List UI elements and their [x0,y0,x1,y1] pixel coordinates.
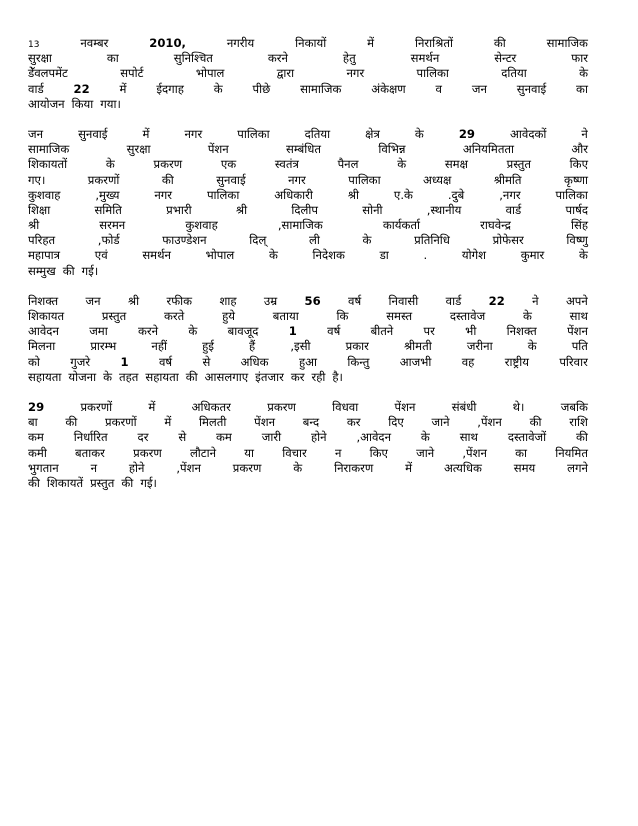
word: प्रस्तुत [506,157,531,172]
text-line [28,66,588,81]
word: ने [532,293,539,308]
word: नहीं [151,339,167,354]
word: पेंशन [394,399,416,414]
word: आयोजन [28,96,65,111]
text-line [28,430,588,445]
word: ,सामाजिक [277,218,323,233]
word: आवेदकों [510,126,547,141]
word: प्रस्तुत [101,309,127,323]
word: का [576,81,588,96]
word: निशक्त [28,293,59,308]
word: गए। [28,172,46,187]
word: दतिया [501,66,527,81]
word: अंकेक्षण [371,81,406,96]
word: आजभी [399,354,432,369]
word: 29 [28,399,45,414]
word: बताया [272,309,299,323]
paragraph [28,294,588,385]
word: दर [137,430,149,445]
word: नगर [288,172,306,187]
text-line [28,264,588,279]
word: परिवार [559,354,588,369]
paragraph [28,127,588,279]
word: राघवेन्द्र [480,218,511,233]
word: पालिका [348,172,381,187]
word: विभिन्न [378,142,406,157]
word: स्वतंत्र [274,157,299,172]
word: शिकायतों [28,157,68,172]
word: गई। [81,263,99,278]
word: शिकायतें [46,475,84,490]
word: क्षेत्र [365,126,380,141]
word: शाह [219,293,237,308]
word: आवेदन [28,324,59,339]
word: लौटाने [189,445,217,460]
word: सिंह [570,218,588,233]
word: 22 [488,293,505,308]
word: पर [423,324,435,339]
word: कार्यकर्ता [382,218,421,233]
word: बावजूद [227,324,259,339]
text-line [28,339,588,354]
word: ,इसी [290,339,311,354]
word: नगर [154,187,173,202]
word: ,फोर्ड [97,233,120,248]
word: संबंधी [451,399,477,414]
word: 2010, [149,36,186,50]
word: भुगतान [28,460,59,475]
word: पति [571,339,588,354]
word: हुआ [298,354,317,369]
word: के [522,309,532,323]
word: दस्तावेज [449,309,486,323]
text-line [28,127,588,142]
word: योगेश [461,248,487,263]
word: वार्ड [28,81,44,96]
text-line [28,446,588,461]
word: पेंशन [207,142,229,157]
word: जाने [416,445,435,460]
word: में [119,81,127,96]
word: न [334,445,342,460]
text-line [28,355,588,370]
text-line [28,188,588,203]
word: अनियमितता [462,142,515,157]
text-line [28,218,588,233]
word: आसलगाए [204,369,249,384]
word: और [571,142,588,157]
word: प्रस्तुत [90,475,115,490]
text-line [28,461,588,476]
word: विष्णु [566,233,588,248]
word: प्रतिनिधि [414,233,450,248]
word: . [423,248,428,263]
word: जबकि [560,399,588,414]
word: के [527,339,537,354]
word: के [213,81,223,96]
word: कर [346,415,361,430]
word: या [244,445,255,460]
word: प्रकरणों [87,172,120,187]
word: ए.के [393,187,413,202]
word: ली [309,233,320,248]
word: .दुबे [447,187,465,202]
word: के [105,157,115,172]
word: के [579,66,588,81]
word: पेंशन [254,415,276,430]
word: की [62,263,75,278]
word: बताकर [75,445,105,460]
word: पेंशन [567,324,588,339]
text-line [28,324,588,339]
word: सम्मुख [28,263,56,278]
word: के [268,248,278,263]
text-line [28,51,588,66]
word: से [202,354,211,369]
word: का [515,445,528,460]
word: सुनवाई [216,172,246,187]
word: जन [85,293,101,308]
word: को [28,354,40,369]
paragraph [28,36,588,112]
word: कि [336,309,349,323]
text-line [28,400,588,415]
word: श्री [28,218,40,233]
word: 22 [73,81,90,96]
text-line [28,248,588,263]
word: निकायों [295,36,327,50]
text-line [28,476,588,491]
word: कुशवाह [185,218,218,233]
word: श्री [235,202,248,217]
word: प्रभारी [166,202,192,217]
word: योजना [68,369,97,384]
word: श्री [127,293,140,308]
word: की [28,475,40,490]
word: वार्ड [445,293,462,308]
word: सामाजिक [28,142,70,157]
word: हेतु [342,51,356,66]
word: पालिका [416,66,449,81]
word: गया। [100,96,121,111]
text-line [28,142,588,157]
word: जाने [431,415,450,430]
word: किन्तु [347,354,370,369]
word: श्री [347,187,360,202]
word: प्रकरण [153,157,183,172]
word: कुशवाह [28,187,61,202]
word: सेन्टर [494,51,517,66]
word: सरमन [99,218,126,233]
word: के [414,126,424,141]
word: पैनल [337,157,359,172]
word: वह [461,354,475,369]
word: सुरक्षा [28,51,52,66]
word: होने [128,460,145,475]
word: नगर [184,126,203,141]
word: है। [332,369,343,384]
word: की [529,415,542,430]
text-line [28,309,588,324]
word: 56 [304,293,321,308]
word: होने [310,430,327,445]
document-page [28,36,588,506]
word: डेॅवलपमेंट [28,66,68,81]
word: के [397,157,407,172]
word: पीछे [252,81,271,96]
word: श्रीमती [403,339,432,354]
word: बन्द [302,415,320,430]
word: निदेशक [312,248,345,263]
word: ईदगाह [156,81,184,96]
word: समर्थन [410,51,440,66]
word: श्रीमति [493,172,522,187]
word: मिलना [28,339,56,354]
word: अपने [565,293,588,308]
word: में [405,460,413,475]
word: व [435,81,442,96]
word: राशि [569,415,588,430]
word: के [293,460,303,475]
word: करने [138,324,159,339]
word: जारी [261,430,282,445]
word: गई। [140,475,157,490]
word: समक्ष [444,157,468,172]
word: के [579,248,588,263]
word: नवम्बर [80,36,109,50]
word: के [188,324,198,339]
word: फाउण्डेशन [162,233,207,248]
word: अधिक [240,354,269,369]
word: किए [569,157,588,172]
word: कमी [28,445,47,460]
word: के [362,233,372,248]
text-line [28,82,588,97]
word: पार्षद [565,202,588,217]
word: ,मुख्य [95,187,120,202]
text-line [28,415,588,430]
word: थे। [512,399,525,414]
word: सामाजिक [300,81,342,96]
word: बीतने [370,324,394,339]
word: अत्यधिक [443,460,482,475]
word: सपोर्ट [120,66,144,81]
word: एवं [94,248,108,263]
word: साथ [459,430,478,445]
text-line [28,157,588,172]
word: समस्त [386,309,413,323]
word: वर्ष [327,324,341,339]
word: विधवा [332,399,359,414]
word: 29 [458,126,475,141]
word: दिल् [249,233,267,248]
word: के [420,430,430,445]
word: डा [379,248,389,263]
word: हुये [222,309,235,323]
word: की [493,36,506,50]
word: सामाजिक [546,36,588,50]
word: मिलती [199,415,227,430]
word: अधिकतर [191,399,231,414]
word: रफीक [166,293,193,308]
word: भोपाल [205,248,235,263]
word: निवासी [388,293,419,308]
word: सुरक्षा [126,142,151,157]
word: समर्थन [142,248,171,263]
word: दिलीप [291,202,318,217]
word: कम [28,430,44,445]
word: उम्र [263,293,278,308]
word: कुमार [520,248,545,263]
word: महापात्र [28,248,61,263]
word: भोपाल [195,66,225,81]
word: ,स्थानीय [426,202,462,217]
word: हुई [202,339,214,354]
word: समय [513,460,536,475]
word: रही [311,369,326,384]
word: प्रकरण [267,399,296,414]
word: न [90,460,98,475]
word: ,आवेदन [356,430,392,445]
text-line [28,97,588,112]
word: करते [164,309,185,323]
word: वर्ष [158,354,173,369]
word: परिहत [28,233,56,248]
word: के [103,369,113,384]
word: सुनिश्चित [173,51,213,66]
word: की [121,475,134,490]
word: का [106,51,119,66]
text-line [28,233,588,248]
word: ने [581,126,588,141]
word: से [178,430,187,445]
word: द्वारा [276,66,295,81]
word: कर [290,369,305,384]
word: निशक्त [506,324,537,339]
word: प्रारम्भ [90,339,117,354]
text-line [28,203,588,218]
word: वर्ष [348,293,362,308]
word: नगर [346,66,365,81]
word: किया [71,96,94,111]
word: वार्ड [505,202,522,217]
word: सोनी [362,202,383,217]
word: 13 [28,40,40,50]
word: पालिका [206,187,240,202]
text-line [28,36,588,51]
word: गुजरे [70,354,91,369]
word: समिति [94,202,122,217]
word: सहायता [145,369,179,384]
word: नियमित [555,445,588,460]
word: में [142,126,150,141]
word: जन [28,126,44,141]
word: पालिका [555,187,588,202]
word: भी [465,324,477,339]
word: में [148,399,156,414]
word: तहत [119,369,139,384]
word: एक [220,157,237,172]
word: निर्धारित [73,430,108,445]
word: शिक्षा [28,202,51,217]
word: प्रकार [345,339,369,354]
word: में [164,415,172,430]
word: ,पेंशन [477,415,502,430]
word: की [161,172,174,187]
word: इंतजार [255,369,284,384]
word: प्रकरणों [80,399,113,414]
word: कृष्णा [563,172,588,187]
word: कम [216,430,232,445]
word: जमा [89,324,108,339]
word: ,नगर [499,187,521,202]
word: किए [369,445,388,460]
word: दतिया [304,126,331,141]
word: सहायता [28,369,62,384]
word: राष्ट्रीय [504,354,529,369]
word: नगरीय [226,36,255,50]
word: प्रकरणों [104,415,137,430]
word: लगने [567,460,588,475]
word: शिकायत [28,309,65,323]
word: दिए [388,415,404,430]
word: निराश्रितों [414,36,453,50]
word: 1 [120,354,129,369]
word: प्रकरण [133,445,162,460]
word: फार [571,51,588,66]
word: अध्यक्ष [423,172,452,187]
word: प्रोफेसर [492,233,524,248]
word: जन [471,81,487,96]
word: साथ [569,309,588,323]
word: 1 [288,324,297,339]
word: विचार [282,445,307,460]
word: सम्बंधित [286,142,322,157]
word: ,पेंशन [176,460,201,475]
word: करने [267,51,288,66]
word: सुनवाई [78,126,108,141]
word: दस्तावेजों [507,430,547,445]
word: निराकरण [334,460,374,475]
paragraph [28,400,588,491]
text-line [28,173,588,188]
word: बा [28,415,38,430]
word: ,पेंशन [462,445,487,460]
word: अधिकारी [274,187,313,202]
word: प्रकरण [232,460,262,475]
word: में [367,36,375,50]
text-line [28,370,588,385]
word: पालिका [237,126,270,141]
word: हैं [249,339,256,354]
word: सुनवाई [516,81,547,96]
word: जरीना [466,339,493,354]
word: की [576,430,588,445]
word: की [65,415,78,430]
word: की [185,369,198,384]
text-line [28,294,588,309]
